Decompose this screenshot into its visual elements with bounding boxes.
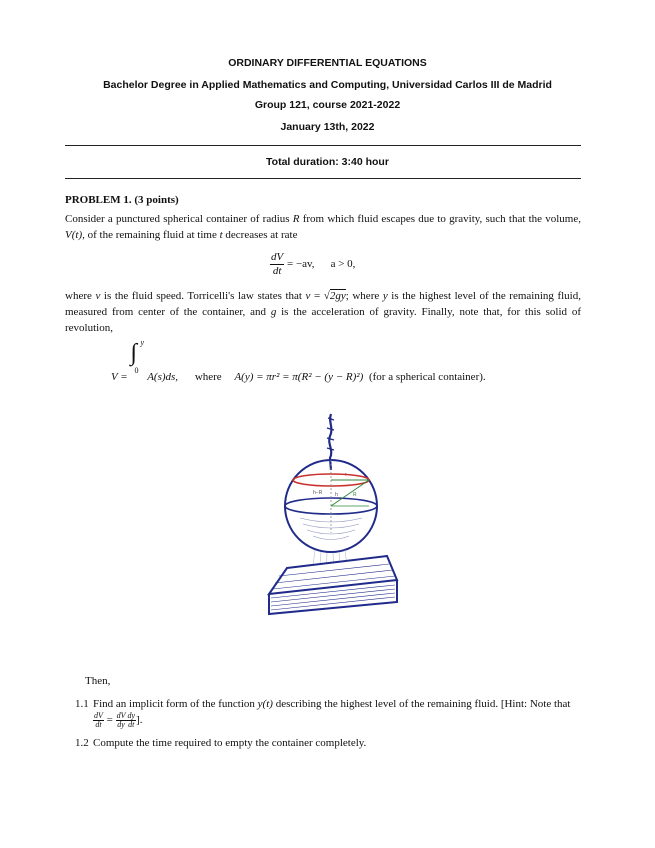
hint-fraction-dy-dt: $\frac{dy}{dt}$: [127, 711, 136, 729]
then-text: Then,: [85, 675, 111, 687]
problem-heading: PROBLEM 1. (3 points): [65, 194, 179, 206]
dv-dt-fraction: $\frac{dV}{dt}$: [271, 251, 284, 277]
problem-intro: Consider a punctured spherical container of radius R from which fluid escapes due to gravity, such that the volume, V(t), of the remaining fluid at time t decreases at rate: [65, 213, 581, 241]
sqrt-symbol: √: [323, 290, 330, 302]
sphere-container-figure: [255, 408, 405, 620]
date-line: January 13th, 2022: [280, 121, 375, 133]
rate-equation: $\frac{dV}{dt}$ = −av, a > 0,: [271, 251, 356, 277]
volume-equation: V = ∫ y 0 A(s)ds, where A(y) = πr² = π(R² − (y − R)²) (for a spherical container).: [111, 338, 486, 383]
bottom-rule: [65, 178, 581, 179]
exam-page: ORDINARY DIFFERENTIAL EQUATIONS Bachelor Degree in Applied Mathematics and Computing, Universidad Carlos III de Madrid Group 121, course 2021-2022 January 13th, 2022 Total duration: 3:40 hour PROBLEM 1. (3 points) Consider a punctured spherical container of radius R from which fluid escapes due to gravity, such that the volume, V(t), of the remaining fluid at time t decreases at rate $\frac{dV}{dt}$ = −av, a > 0, where v is the fluid speed. Torricelli's law states that v = √2gy; where y is the highest level of the remaining fluid, measured from center of the container, and g is the acceleration of gravity. Finally, note that, for this solid of revolution, V = ∫ y 0 A(s)ds, where A(y) = πr² = π(R² − (y − R)²) (for a spherical container). r R h h−R Then, 1.1 Find an implicit form of the function y(t) describing the highest level of the remaining fluid. [Hint: Note that $\frac{dV}{dt}$ = $\frac{dV}{dy}$ $\frac{dy}{dt}$ ]. 1.2 Compute the time required to empty the container completely.: [0, 0, 655, 848]
group-line: Group 121, course 2021-2022: [254, 99, 401, 111]
label-r: r: [345, 472, 347, 478]
hint-fraction-dv-dy: $\frac{dV}{dy}$: [116, 711, 126, 729]
label-h-minus-R: h−R: [313, 490, 323, 496]
exam-title: ORDINARY DIFFERENTIAL EQUATIONS: [228, 57, 427, 69]
hint-fraction-dv-dt: $\frac{dV}{dt}$: [94, 711, 103, 729]
top-rule: [65, 145, 581, 146]
list-item: 1.1 Find an implicit form of the function y(t) describing the highest level of the remaining fluid. [Hint: Note that $\frac{dV}{dt}$ = $\frac{dV}{dy}$ $\frac{dy}{dt}$ ].: [75, 698, 571, 729]
degree-line: Bachelor Degree in Applied Mathematics and Computing, Universidad Carlos III de Madrid: [103, 79, 552, 91]
torricelli-paragraph: where v is the fluid speed. Torricelli's law states that v = √2gy; where y is the highest level of the remaining fluid, measured from center of the container, and g is the acceleration of gravity. Finally, note that, for this solid of revolution,: [65, 290, 581, 334]
duration-line: Total duration: 3:40 hour: [266, 156, 389, 168]
label-R: R: [353, 492, 357, 498]
integral-sign: ∫ y 0: [130, 338, 145, 375]
label-h: h: [335, 492, 338, 498]
